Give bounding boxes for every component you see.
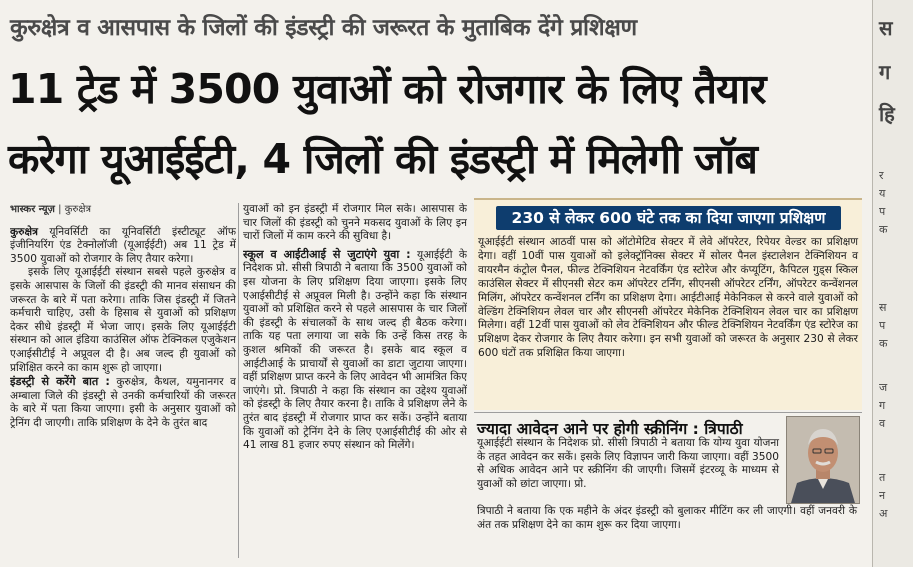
byline-name: भास्कर न्यूज़	[10, 204, 55, 215]
paragraph-text: यूनिवर्सिटी का यूनिवर्सिटी इंस्टीट्यूट ऑफ इंजीनियरिंग एंड टेक्नोलॉजी (यूआईईटी) अब 11 ट्रेड में 3500 युवाओं को रोजगार के लिए तैयार करेगा।	[10, 225, 236, 265]
byline-separator: |	[58, 204, 62, 215]
strip-char: क	[879, 337, 888, 350]
training-info-box	[474, 198, 862, 410]
portrait-image	[787, 417, 859, 503]
section-text-continued: त्रिपाठी ने बताया कि एक महीने के अंदर इंडस्ट्री को बुलाकर मीटिंग कर ली जाएगी। वहीं जनवरी के अंत तक प्रशिक्षण देने का काम शुरू कर दिया जाएगा।	[477, 505, 857, 531]
article-column-1	[10, 203, 236, 563]
section-text: यूआईईटी संस्थान के निदेशक प्रो. सीसी त्रिपाठी ने बताया कि योग्य युवा योजना के तहत आवेदन कर सकें। इसके लिए विज्ञापन जारी किया जाएगा। वहीं 3500 से अधिक आवेदन आने पर स्क्रीनिंग की जाएगी। जिसमें इंटरव्यू के माध्यम से युवाओं को छांटा जाएगा। प्रो.	[477, 437, 779, 490]
strip-char: य	[879, 187, 886, 200]
strip-char: अ	[879, 507, 888, 520]
byline	[10, 203, 236, 217]
subheading: स्कूल व आईटीआई से जुटाएंगे युवा :	[243, 247, 411, 261]
dateline: कुरुक्षेत्र	[10, 225, 38, 238]
paragraph: युवाओं को इन इंडस्ट्री में रोजगार मिल सके। आसपास के चार जिलों की इंडस्ट्री को चुनने मकसद युवाओं के लिए इन चारों जिलों में काम करने की सुविधा है।	[243, 203, 467, 243]
director-photo	[786, 416, 860, 504]
section-divider	[474, 412, 862, 413]
column-divider	[238, 203, 239, 558]
strip-char: क	[879, 223, 888, 236]
box-title: 230 से लेकर 600 घंटे तक का दिया जाएगा प्रशिक्षण	[496, 206, 841, 230]
strip-char: ज	[879, 381, 888, 394]
strip-char: हि	[879, 102, 895, 126]
kicker-headline: कुरुक्षेत्र व आसपास के जिलों की इंडस्ट्री की जरूरत के मुताबिक देंगे प्रशिक्षण	[10, 15, 637, 41]
subheading: इंडस्ट्री से करेंगे बात :	[10, 375, 110, 389]
strip-char: व	[879, 417, 886, 430]
paragraph-text: यूआईईटी के निदेशक प्रो. सीसी त्रिपाठी ने बताया कि 3500 युवाओं को इस योजना के लिए प्रशिक्षण दिया जाएगा। इसके लिए एआईसीटीई से अप्रूवल मिली है। उन्होंने कहा कि संस्थान युवाओं को प्रशिक्षित करने से पहले आसपास के चार जिलों की इंडस्ट्री के संचालकों के साथ जल्द ही बैठक करेगा। ताकि यह पता लगाया जा सके कि उन्हें किस तरह के कुशल श्रमिकों की जरूरत है। इसके बाद स्कूल व आईटीआई के प्राचार्यों से युवाओं का डाटा जुटाया जाएगा। वहीं प्रशिक्षण प्राप्त करने के लिए आवेदन भी आमंत्रित किए जाएंगे। प्रो. त्रिपाठी ने कहा कि संस्थान का उद्देश्य युवाओं को इंडस्ट्री के लिए तैयार करना है। ताकि वे प्रशिक्षण लेने के तुरंत बाद इंडस्ट्री में रोजगार प्राप्त कर सकें। उन्होंने बताया कि युवाओं को ट्रेनिंग देने के लिए एआईसीटीई की ओर से 41 लाख 81 हजार रुपए संस्थान को मिलेंगे।	[243, 248, 467, 452]
byline-place: कुरुक्षेत्र	[64, 204, 92, 215]
box-text: यूआईईटी संस्थान आठवीं पास को ऑटोमेटिव सेक्टर में लेवे ऑपरेटर, रिपेयर वेल्डर का प्रशिक्षण देगा। वहीं 10वीं पास युवाओं को इलेक्ट्रॉनिक्स सेक्टर में सोलर पैनल इंस्टालेशन टेक्निशियन व वायरमैन कंट्रोल पैनल, फील्ड टेक्निशियन नेटवर्किंग एंड स्टोरेज और कंप्यूटिंग, कैपिटल गुड्स स्किल काउंसिल सेक्टर में सीएनसी सेटर कम ऑपरेटर टर्निंग, सीएनसी ऑपरेटर टर्निंग, ऑपरेटर कन्वेंशनल मिलिंग, ऑपरेटर कन्वेंशनल टर्निंग का प्रशिक्षण देगा। आईटीआई मेकेनिकल से करने वाले युवाओं को वेल्डिंग टेक्निशियन लेवल चार और सीएनसी ऑपरेटर मेकेनिक टेक्निशियन लेवल चार का प्रशिक्षण मिलेगा। वहीं 12वीं पास युवाओं को लेव टेक्निशियन और फील्ड टेक्निशियन नेटवर्किंग एंड स्टोरेज का प्रशिक्षण देकर रोजगार के लिए तैयार करेगा। इन सभी युवाओं को जरूरत के अनुसार 230 से लेकर 600 घंटों तक प्रशिक्षित किया जाएगा।	[478, 236, 858, 360]
paragraph-text: कुरुक्षेत्र, कैथल, यमुनानगर व अम्बाला जिले की इंडस्ट्री से उनकी कर्मचारियों की जरूरत के बारे में पता किया जाएगा। इसी के अनुसार युवाओं को ट्रेनिंग दी जाएगी। ताकि प्रशिक्षण के देने के तुरंत बाद	[10, 376, 236, 429]
strip-char: र	[879, 169, 884, 182]
strip-char: स	[879, 16, 893, 40]
strip-char: स	[879, 301, 887, 314]
strip-char: ग	[879, 60, 891, 84]
paragraph: इसके लिए यूआईईटी संस्थान सबसे पहले कुरुक्षेत्र व इसके आसपास के जिलों की इंडस्ट्री की मानव संसाधन की जरूरत के बारे में पता करेगा। ताकि जिस इंडस्ट्री में जितने कर्मचारी चाहिए, उसी के हिसाब से युवाओं को प्रशिक्षण देकर सीधे इंडस्ट्री में भेजा जाए। इसके लिए यूआईईटी संस्थान को आल इंडिया काउंसिल ऑफ टेक्निकल एजुकेशन एआईसीटीई ने अप्रूवल दी है। अब जल्द ही युवाओं को प्रशिक्षित करने का काम शुरू हो जाएगा।	[10, 266, 236, 374]
section-title: ज्यादा आवेदन आने पर होगी स्क्रीनिंग : त्रिपाठी	[477, 420, 743, 438]
headline-line-1: 11 ट्रेड में 3500 युवाओं को रोजगार के लिए तैयार	[8, 65, 766, 113]
strip-char: त	[879, 471, 886, 484]
paragraph	[10, 375, 236, 430]
strip-char: न	[879, 489, 886, 502]
strip-char: प	[879, 205, 886, 218]
article-column-2	[243, 203, 467, 563]
paragraph	[10, 226, 236, 267]
strip-char: प	[879, 319, 886, 332]
headline-line-2: करेगा यूआईईटी, 4 जिलों की इंडस्ट्री में मिलेगी जॉब	[8, 135, 758, 183]
paragraph	[243, 248, 467, 453]
adjacent-article-strip	[872, 0, 913, 567]
strip-char: ग	[879, 399, 886, 412]
